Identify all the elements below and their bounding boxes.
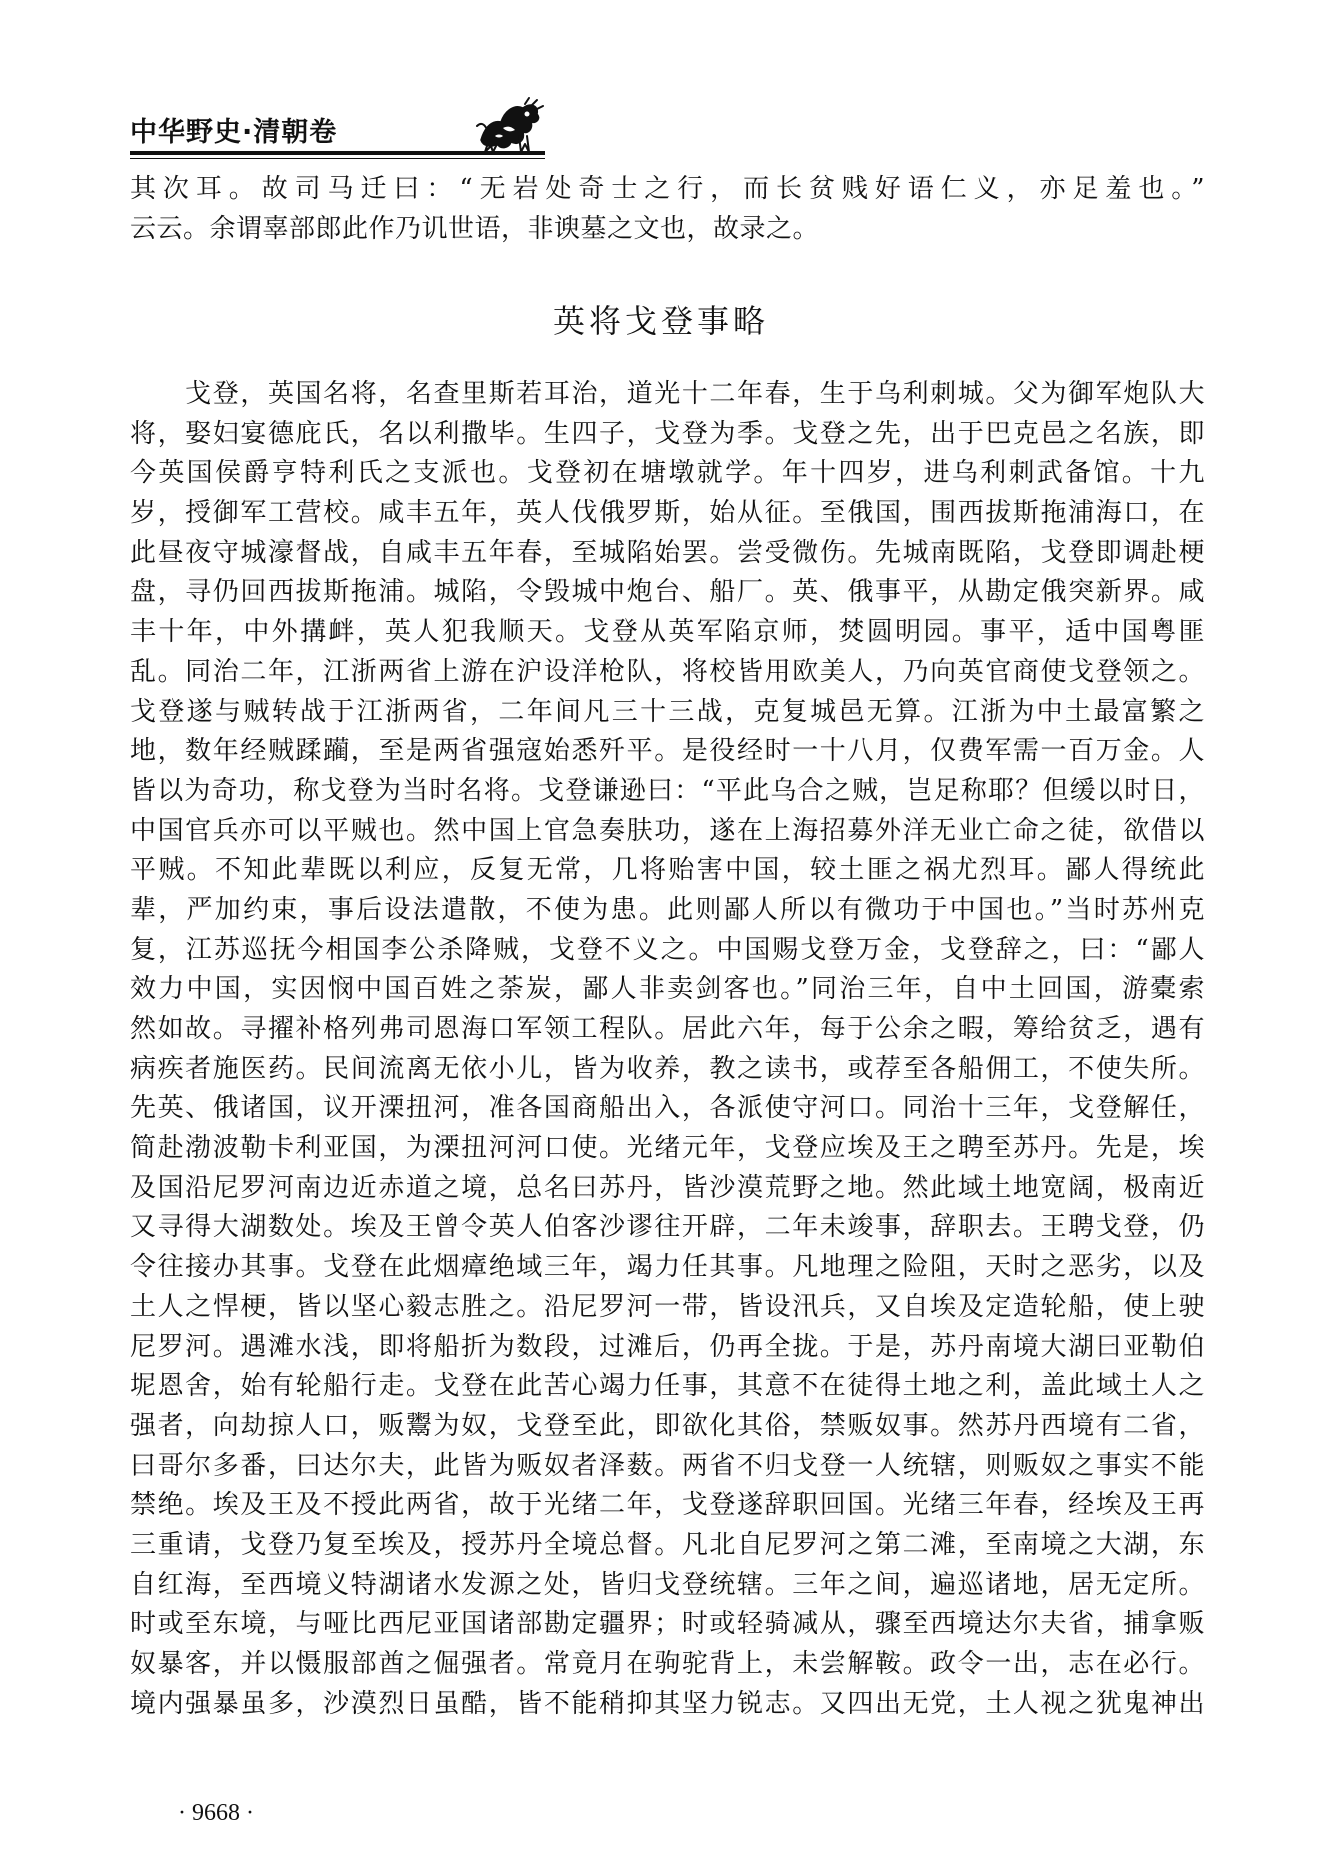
- text-line: 自红海，至西境义特湖诸水发源之处，皆归戈登统辖。三年之间，遍巡诸地，居无定所。: [130, 1569, 1205, 1600]
- text-line: 今英国侯爵亨特利氏之支派也。戈登初在塘墩就学。年十四岁，进乌利刺武备馆。十九: [130, 458, 1205, 489]
- text-line: 丰十年，中外搆衅，英人犯我顺天。戈登从英军陷京师，焚圆明园。事平，适中国粤匪: [130, 617, 1205, 648]
- text-line: 平贼。不知此辈既以利应，反复无常，几将贻害中国，较土匪之祸尤烈耳。鄙人得统此: [130, 855, 1205, 886]
- text-line: 戈登遂与贼转战于江浙两省，二年间凡三十三战，克复城邑无算。江浙为中土最富繁之: [130, 696, 1205, 727]
- book-title: 中华野史·清朝卷: [130, 117, 338, 148]
- text-line: 皆以为奇功，称戈登为当时名将。戈登谦逊曰：“平此乌合之贼，岂足称耶？但缓以时日，: [130, 775, 1205, 806]
- text-line: 病疾者施医药。民间流离无依小儿，皆为收养，教之读书，或荐至各船佣工，不使失所。: [130, 1053, 1205, 1084]
- text-line: 盘，寻仍回西拔斯拖浦。城陷，令毁城中炮台、船厂。英、俄事平，从勘定俄突新界。咸: [130, 577, 1205, 608]
- article-body: [130, 375, 1205, 1724]
- text-line: 辈，严加约束，事后设法遣散，不使为患。此则鄙人所以有微功于中国也。”当时苏州克: [130, 894, 1205, 925]
- header-rule-thin: [130, 158, 545, 159]
- header-rule: [130, 151, 545, 155]
- text-line: 将，娶妇宴德庇氏，名以利撒毕。生四子，戈登为季。戈登之先，出于巴克邑之名族，即: [130, 418, 1205, 449]
- text-line: 令往接办其事。戈登在此烟瘴绝域三年，竭力任其事。凡地理之险阻，天时之恶劣，以及: [130, 1252, 1205, 1283]
- text-line: 复，江苏巡抚今相国李公杀降贼，戈登不义之。中国赐戈登万金，戈登辞之，曰：“鄙人: [130, 934, 1205, 965]
- text-line: 其次耳。故司马迁曰：“无岩处奇士之行，而长贫贱好语仁义，亦足羞也。”: [130, 174, 1205, 204]
- running-header: [130, 96, 1200, 156]
- text-line: 中国官兵亦可以平贼也。然中国上官急奏肤功，遂在上海招募外洋无业亡命之徒，欲借以: [130, 815, 1205, 846]
- text-line: 境内强暴虽多，沙漠烈日虽酷，皆不能稍抑其坚力锐志。又四出无党，土人视之犹鬼神出: [130, 1688, 1205, 1719]
- text-line: 效力中国，实因悯中国百姓之荼炭，鄙人非卖剑客也。”同治三年，自中土回国，游橐索: [130, 974, 1205, 1005]
- text-line: 禁绝。埃及王及不授此两省，故于光绪二年，戈登遂辞职回国。光绪三年春，经埃及王再: [130, 1490, 1205, 1521]
- text-line: 尼罗河。遇滩水浅，即将船折为数段，过滩后，仍再全拢。于是，苏丹南境大湖曰亚勒伯: [130, 1331, 1205, 1362]
- text-line: 乱。同治二年，江浙两省上游在沪设洋枪队，将校皆用欧美人，乃向英官商使戈登领之。: [130, 656, 1205, 687]
- text-line: 三重请，戈登乃复至埃及，授苏丹全境总督。凡北自尼罗河之第二滩，至南境之大湖，东: [130, 1529, 1205, 1560]
- text-line: 时或至东境，与哑比西尼亚国诸部勘定疆界；时或轻骑减从，骤至西境达尔夫省，捕拿贩: [130, 1609, 1205, 1640]
- text-line: 又寻得大湖数处。埃及王曾令英人伯客沙谬往开辟，二年未竣事，辞职去。王聘戈登，仍: [130, 1212, 1205, 1243]
- text-line: 强者，向劫掠人口，贩鬻为奴，戈登至此，即欲化其俗，禁贩奴事。然苏丹西境有二省，: [130, 1410, 1205, 1441]
- text-line: 戈登，英国名将，名查里斯若耳治，道光十二年春，生于乌利刺城。父为御军炮队大: [130, 379, 1205, 409]
- text-line: 云云。余谓辜部郎此作乃讥世语，非谀墓之文也，故录之。: [130, 213, 820, 244]
- text-line: 曰哥尔多番，曰达尔夫，此皆为贩奴者泽薮。两省不归戈登一人统辖，则贩奴之事实不能: [130, 1450, 1205, 1481]
- dragon-emblem-icon: [475, 96, 545, 154]
- text-line: 然如故。寻擢补格列弗司恩海口军领工程队。居此六年，每于公余之暇，筹给贫乏，遇有: [130, 1014, 1205, 1044]
- text-line: 地，数年经贼蹂躏，至是两省强寇始悉歼平。是役经时一十八月，仅费军需一百万金。人: [130, 736, 1205, 767]
- page-number: · 9668 ·: [178, 1800, 254, 1826]
- text-line: 土人之悍梗，皆以坚心毅志胜之。沿尼罗河一带，皆设汛兵，又自埃及定造轮船，使上驶: [130, 1291, 1205, 1322]
- article-title: 英将戈登事略: [552, 302, 769, 340]
- text-line: 简赴渤波勒卡利亚国，为溧扭河河口使。光绪元年，戈登应埃及王之聘至苏丹。先是，埃: [130, 1133, 1205, 1164]
- intro-paragraph: [130, 170, 1205, 249]
- text-line: 先英、俄诸国，议开溧扭河，准各国商船出入，各派使守河口。同治十三年，戈登解任，: [130, 1093, 1205, 1124]
- text-line: 此昼夜守城濠督战，自咸丰五年春，至城陷始罢。尝受微伤。先城南既陷，戈登即调赴梗: [130, 537, 1205, 568]
- text-line: 岁，授御军工营校。咸丰五年，英人伐俄罗斯，始从征。至俄国，围西拔斯拖浦海口，在: [130, 498, 1205, 529]
- text-line: 坭恩舍，始有轮船行走。戈登在此苦心竭力任事，其意不在徒得土地之利，盖此域土人之: [130, 1371, 1205, 1402]
- text-line: 奴暴客，并以慑服部酋之倔强者。常竟月在驹驼背上，未尝解鞍。政令一出，志在必行。: [130, 1649, 1205, 1679]
- text-line: 及国沿尼罗河南边近赤道之境，总名曰苏丹，皆沙漠荒野之地。然此域土地宽阔，极南近: [130, 1172, 1205, 1203]
